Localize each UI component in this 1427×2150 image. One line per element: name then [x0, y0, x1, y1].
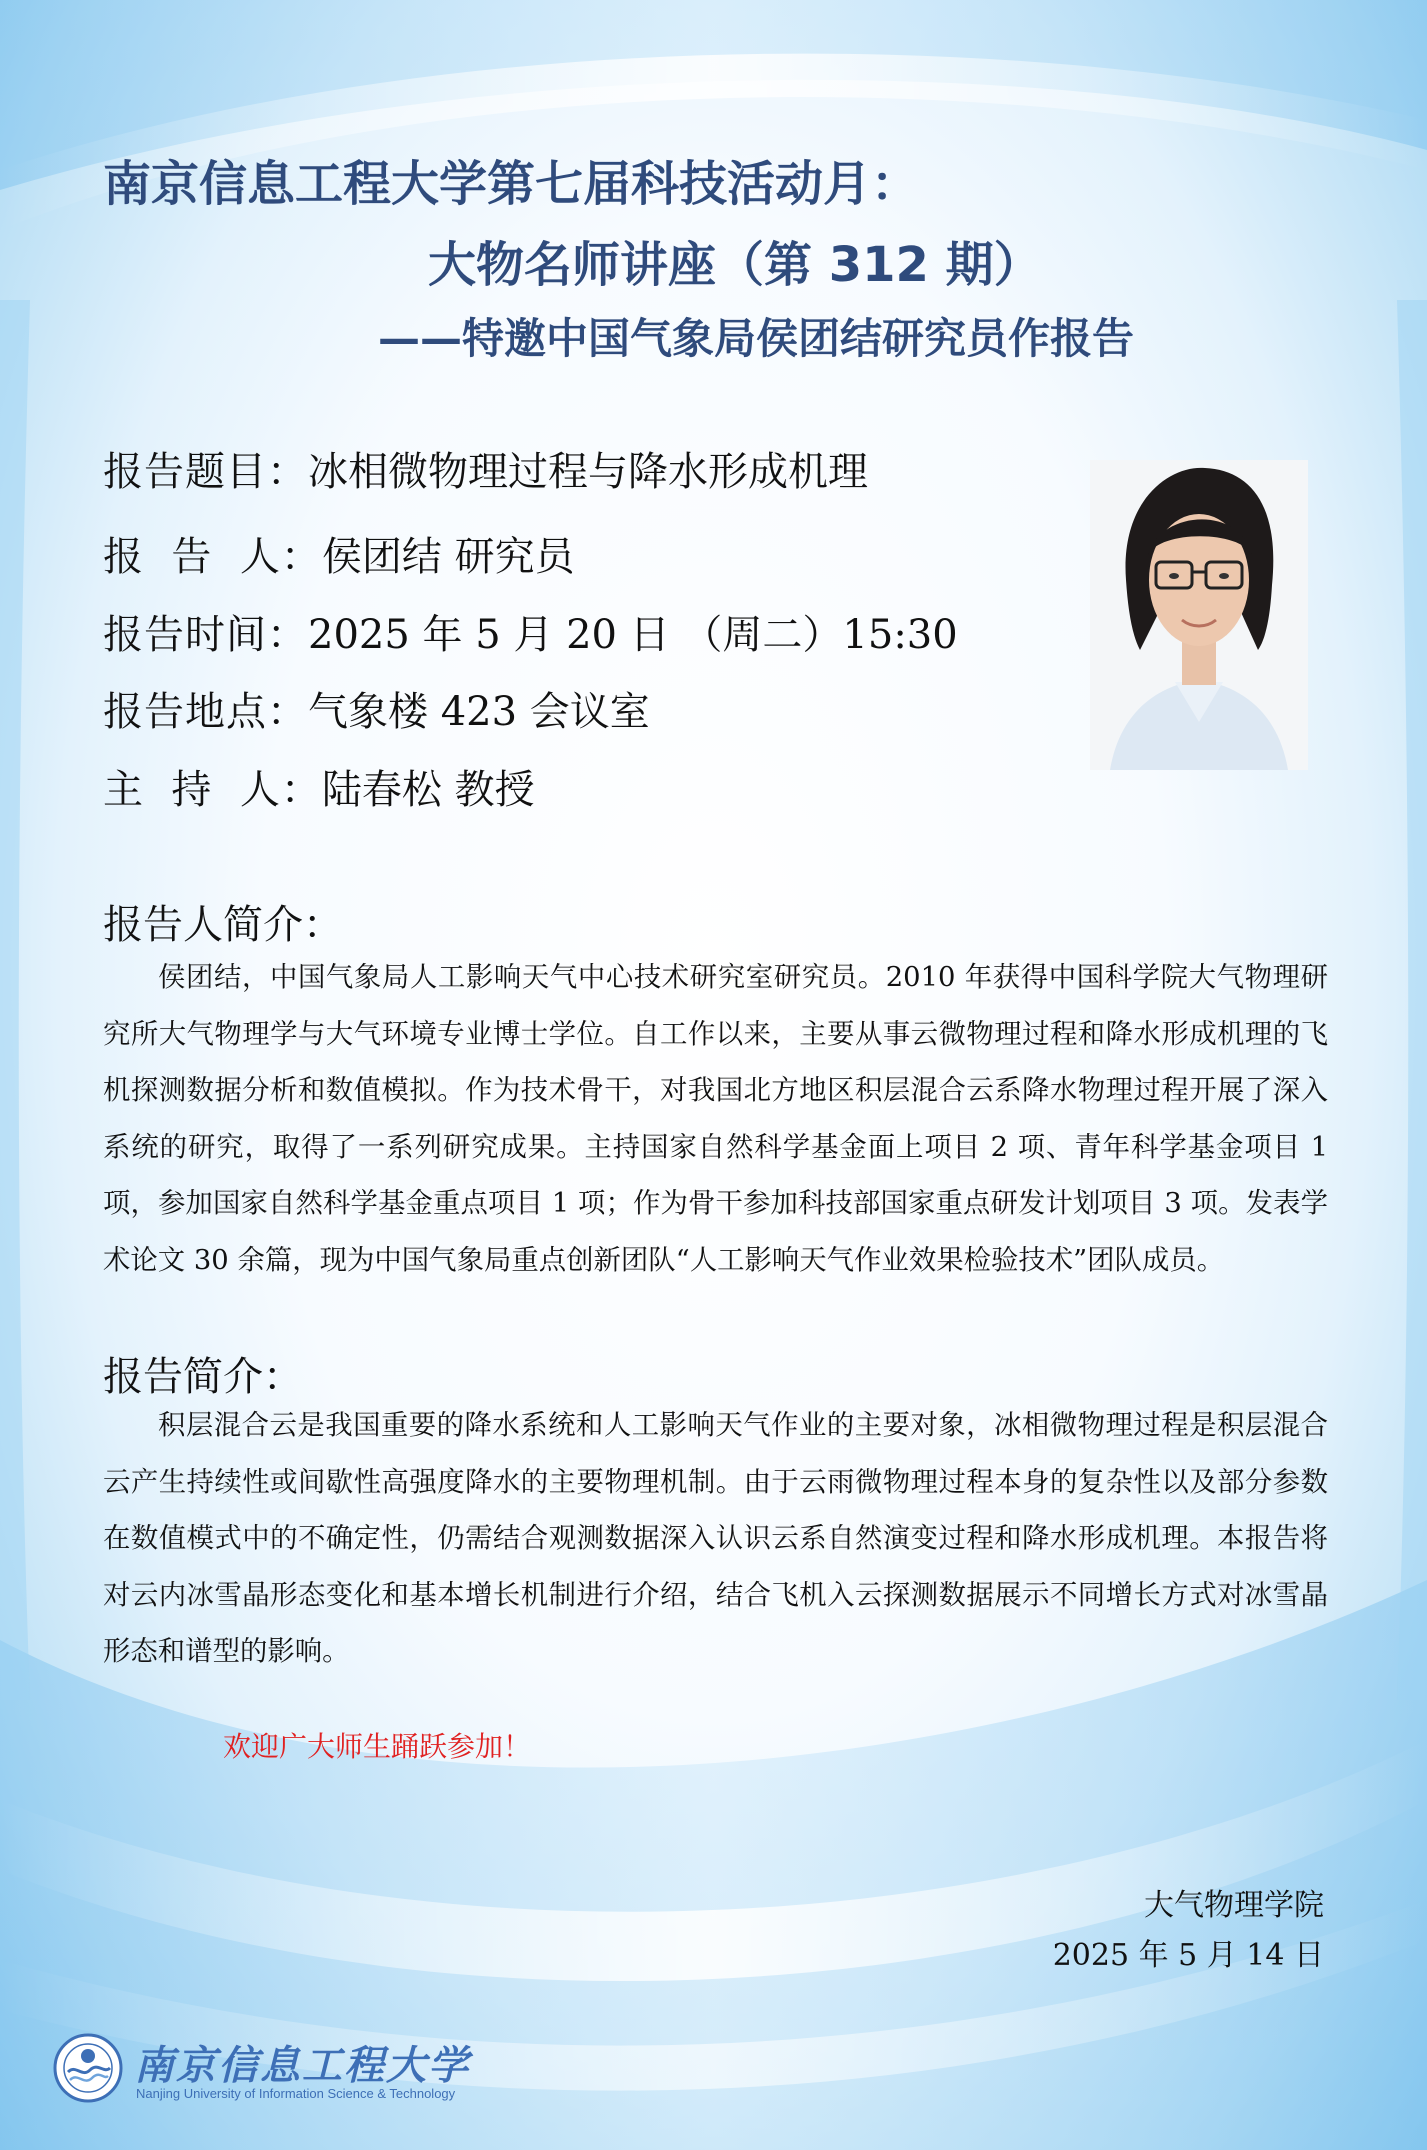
speaker-intro-heading: 报告人简介： [103, 902, 343, 948]
place-value: 气象楼 423 会议室 [308, 689, 650, 735]
time-label: 报告时间： [103, 612, 308, 658]
talk-intro-heading: 报告简介： [103, 1354, 303, 1400]
poster-title-line2: 大物名师讲座（第 312 期） [428, 237, 1042, 293]
title-label: 报告题目： [103, 449, 308, 495]
signature-org: 大气物理学院 [1144, 1888, 1324, 1923]
info-row-place [103, 680, 650, 737]
poster-subtitle: ——特邀中国气象局侯团结研究员作报告 [378, 314, 1135, 363]
place-label: 报告地点： [103, 689, 308, 735]
info-row-host [103, 758, 535, 815]
speaker-intro-text: 侯团结，中国气象局人工影响天气中心技术研究室研究员。2010 年获得中国科学院大气物理研究所大气物理学与大气环境专业博士学位。自工作以来，主要从事云微物理过程和降水形成机理的飞机探测数据分析和数值模拟。作为技术骨干，对我国北方地区积层混合云系降水物理过程开展了深入系统的研究，取得了一系列研究成果。主持国家自然科学基金面上项目 2 项、青年科学基金项目 1 项，参加国家自然科学基金重点项目 1 项；作为骨干参加科技部国家重点研发计划项目 3 项。发表学术论文 30 余篇，现为中国气象局重点创新团队“人工影响天气作业效果检验技术”团队成员。 [103, 962, 1328, 1276]
talk-intro-text: 积层混合云是我国重要的降水系统和人工影响天气作业的主要对象，冰相微物理过程是积层混合云产生持续性或间歇性高强度降水的主要物理机制。由于云雨微物理过程本身的复杂性以及部分参数在数值模式中的不确定性，仍需结合观测数据深入认识云系自然演变过程和降水形成机理。本报告将对云内冰雪晶形态变化和基本增长机制进行介绍，结合飞机入云探测数据展示不同增长方式对冰雪晶形态和谱型的影响。 [103, 1410, 1328, 1668]
welcome-message: 欢迎广大师生踊跃参加！ [223, 1730, 532, 1763]
university-logo [52, 2032, 470, 2110]
host-value: 陆春松 教授 [321, 767, 535, 813]
university-name-en: Nanjing University of Information Science & Technology [136, 2086, 456, 2101]
info-row-speaker [103, 525, 575, 582]
university-name-cn: 南京信息工程大学 [134, 2042, 470, 2089]
host-label: 主 持 人： [103, 767, 322, 813]
time-value: 2025 年 5 月 20 日 （周二）15:30 [308, 612, 958, 658]
speaker-label: 报 告 人： [103, 534, 322, 580]
speaker-value: 侯团结 研究员 [321, 534, 575, 580]
poster-title-line1: 南京信息工程大学第七届科技活动月： [103, 156, 920, 212]
title-value: 冰相微物理过程与降水形成机理 [308, 449, 868, 495]
info-row-title [103, 440, 868, 497]
info-row-time [103, 603, 958, 660]
university-emblem-icon [52, 2032, 124, 2104]
speaker-photo [1090, 460, 1308, 770]
signature-date: 2025 年 5 月 14 日 [1052, 1938, 1324, 1973]
